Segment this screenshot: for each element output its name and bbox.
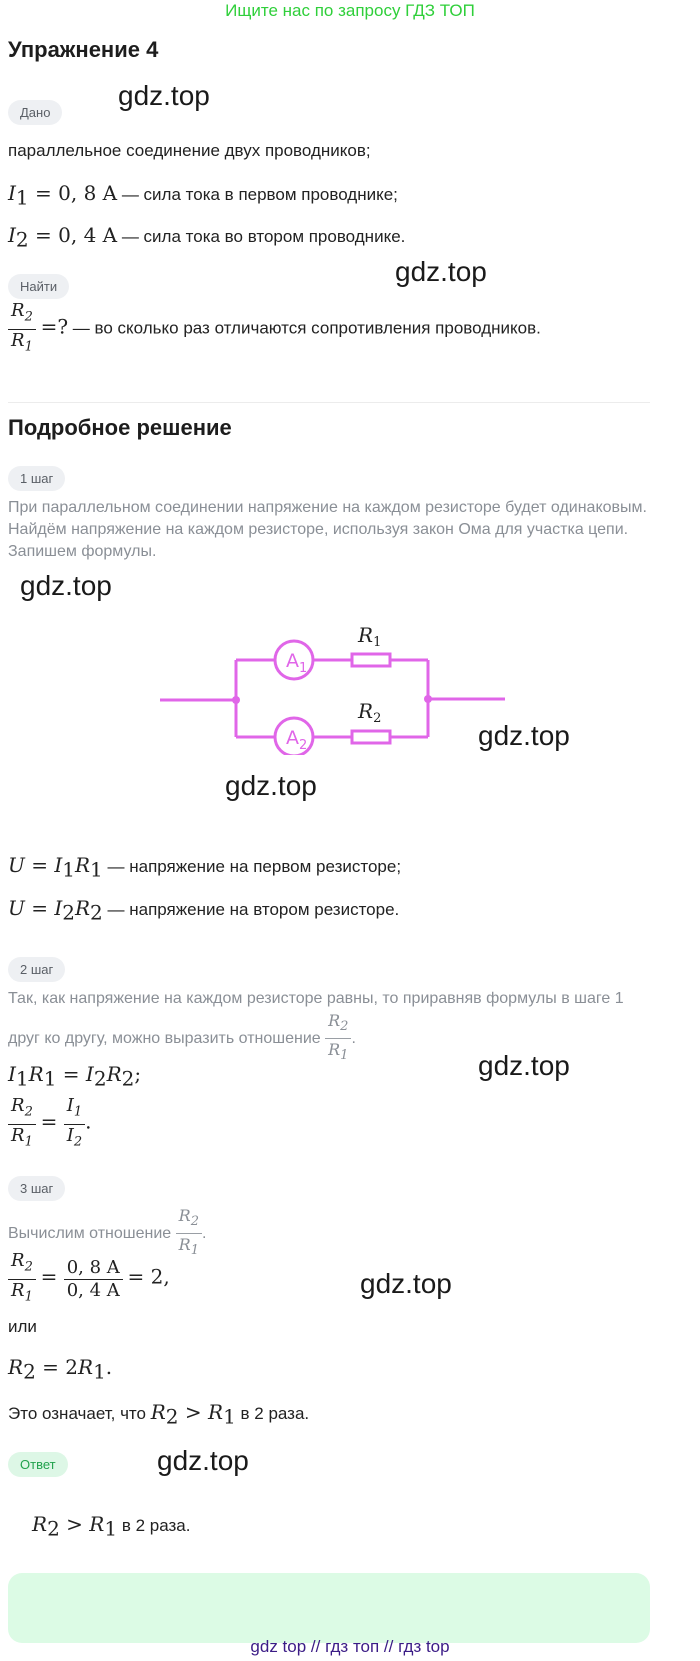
find-label: Найти [8, 274, 69, 299]
calc-result: = 2, [127, 1264, 170, 1289]
junction-right [424, 695, 432, 703]
formula-u1: $U = I_1R_1$ — напряжение на первом резисторе; [8, 853, 402, 882]
find-eq: =? [40, 314, 69, 339]
ratio-calculation: $\frac{R_2}{R_1}$ = $\frac{0, 8 A}{0, 4 A}$ = 2, [8, 1250, 170, 1308]
meaning-prefix: Это означает, что [8, 1404, 146, 1423]
or-text: или [8, 1317, 37, 1336]
watermark: gdz.top [225, 770, 317, 801]
step3-label: 3 шаг [8, 1176, 65, 1201]
watermark: gdz.top [157, 1445, 249, 1476]
circuit-diagram [150, 615, 520, 755]
ammeter-2-label: $A_2$ [286, 727, 308, 753]
find-expression: $\frac{R_2}{R_1}$ =? — во сколько раз отличаются сопротивления проводников. [8, 300, 541, 358]
i1-value: 0, 8 A [58, 181, 118, 205]
footer-links[interactable]: gdz top // гдз топ // гдз top [250, 1637, 450, 1656]
given-line-1: параллельное соединение двух проводников; [8, 141, 371, 160]
watermark: gdz.top [360, 1268, 452, 1299]
watermark: gdz.top [395, 256, 487, 287]
resistor-1-label: $R_1$ [358, 623, 382, 650]
calc-denominator: 0, 4 A [66, 1279, 120, 1301]
answer-text: $R_2 > R_1$ в 2 раза. [32, 1512, 191, 1541]
given-label: Дано [8, 100, 62, 125]
meaning-suffix: в 2 раза. [240, 1404, 310, 1423]
i2-description: — сила тока во втором проводнике. [121, 227, 406, 246]
resistor-1 [352, 654, 390, 666]
search-banner[interactable]: Ищите нас по запросу ГДЗ ТОП [225, 1, 475, 20]
watermark: gdz.top [20, 570, 112, 601]
step1-text: При параллельном соединении напряжение на каждом резисторе будет одинаковым. Найдём напряжение на каждом резисторе, используя закон Ома для участка цепи. Запишем формулы. [8, 499, 647, 560]
answer-suffix: в 2 раза. [121, 1516, 191, 1535]
i2-value: 0, 4 A [58, 223, 118, 247]
find-text: — во сколько раз отличаются сопротивления проводников. [72, 318, 541, 338]
watermark: gdz.top [478, 1050, 570, 1081]
given-current-2: $I_2 = 0$, 4 A — сила тока во втором проводнике. [8, 223, 406, 252]
watermark: gdz.top [118, 80, 210, 111]
resistor-2 [352, 731, 390, 743]
answer-label: Ответ [8, 1452, 68, 1477]
solution-title: Подробное решение [8, 415, 232, 440]
i1-description: — сила тока в первом проводнике; [121, 185, 398, 204]
watermark: gdz.top [478, 720, 570, 751]
section-divider [8, 402, 650, 403]
resistor-2-label: $R_2$ [358, 699, 382, 726]
calc-numerator: 0, 8 A [64, 1257, 123, 1280]
step2-label: 2 шаг [8, 957, 65, 982]
junction-left [232, 696, 240, 704]
page-title: Упражнение 4 [8, 37, 159, 62]
answer-box [8, 1573, 650, 1643]
u2-description: — напряжение на втором резисторе. [107, 900, 400, 919]
r2-equals-2r1: $R_2 = 2R_1$. [8, 1355, 113, 1384]
ratio-formula: $\frac{R_2}{R_1}$ = $\frac{I_1}{I_2}$ . [8, 1095, 91, 1153]
step3-text: Вычислим отношение [8, 1224, 172, 1242]
given-current-1: $I_1 = 0$, 8 A — сила тока в первом проводнике; [8, 181, 398, 210]
u1-description: — напряжение на первом резисторе; [107, 857, 402, 876]
equality-ir: $I_1R_1 = I_2R_2$; [8, 1062, 142, 1091]
step3-text-block: Вычислим отношение $\frac{R_2}{R_1}$ . [8, 1206, 207, 1259]
formula-u2: $U = I_2R_2$ — напряжение на втором резисторе. [8, 896, 400, 925]
step1-label: 1 шаг [8, 466, 65, 491]
step2-text-block: Так, как напряжение на каждом резисторе равны, то приравняв формулы в шаге 1 друг ко другу, можно выразить отношение $\frac{R_2}{R_1}$ . [8, 990, 624, 1064]
ammeter-1-label: $A_1$ [286, 650, 308, 676]
step2-text: Так, как напряжение на каждом резисторе равны, то приравняв формулы в шаге 1 друг ко другу, можно выразить отношение [8, 990, 624, 1047]
meaning-line: Это означает, что $R_2 > R_1$ в 2 раза. [8, 1400, 310, 1429]
